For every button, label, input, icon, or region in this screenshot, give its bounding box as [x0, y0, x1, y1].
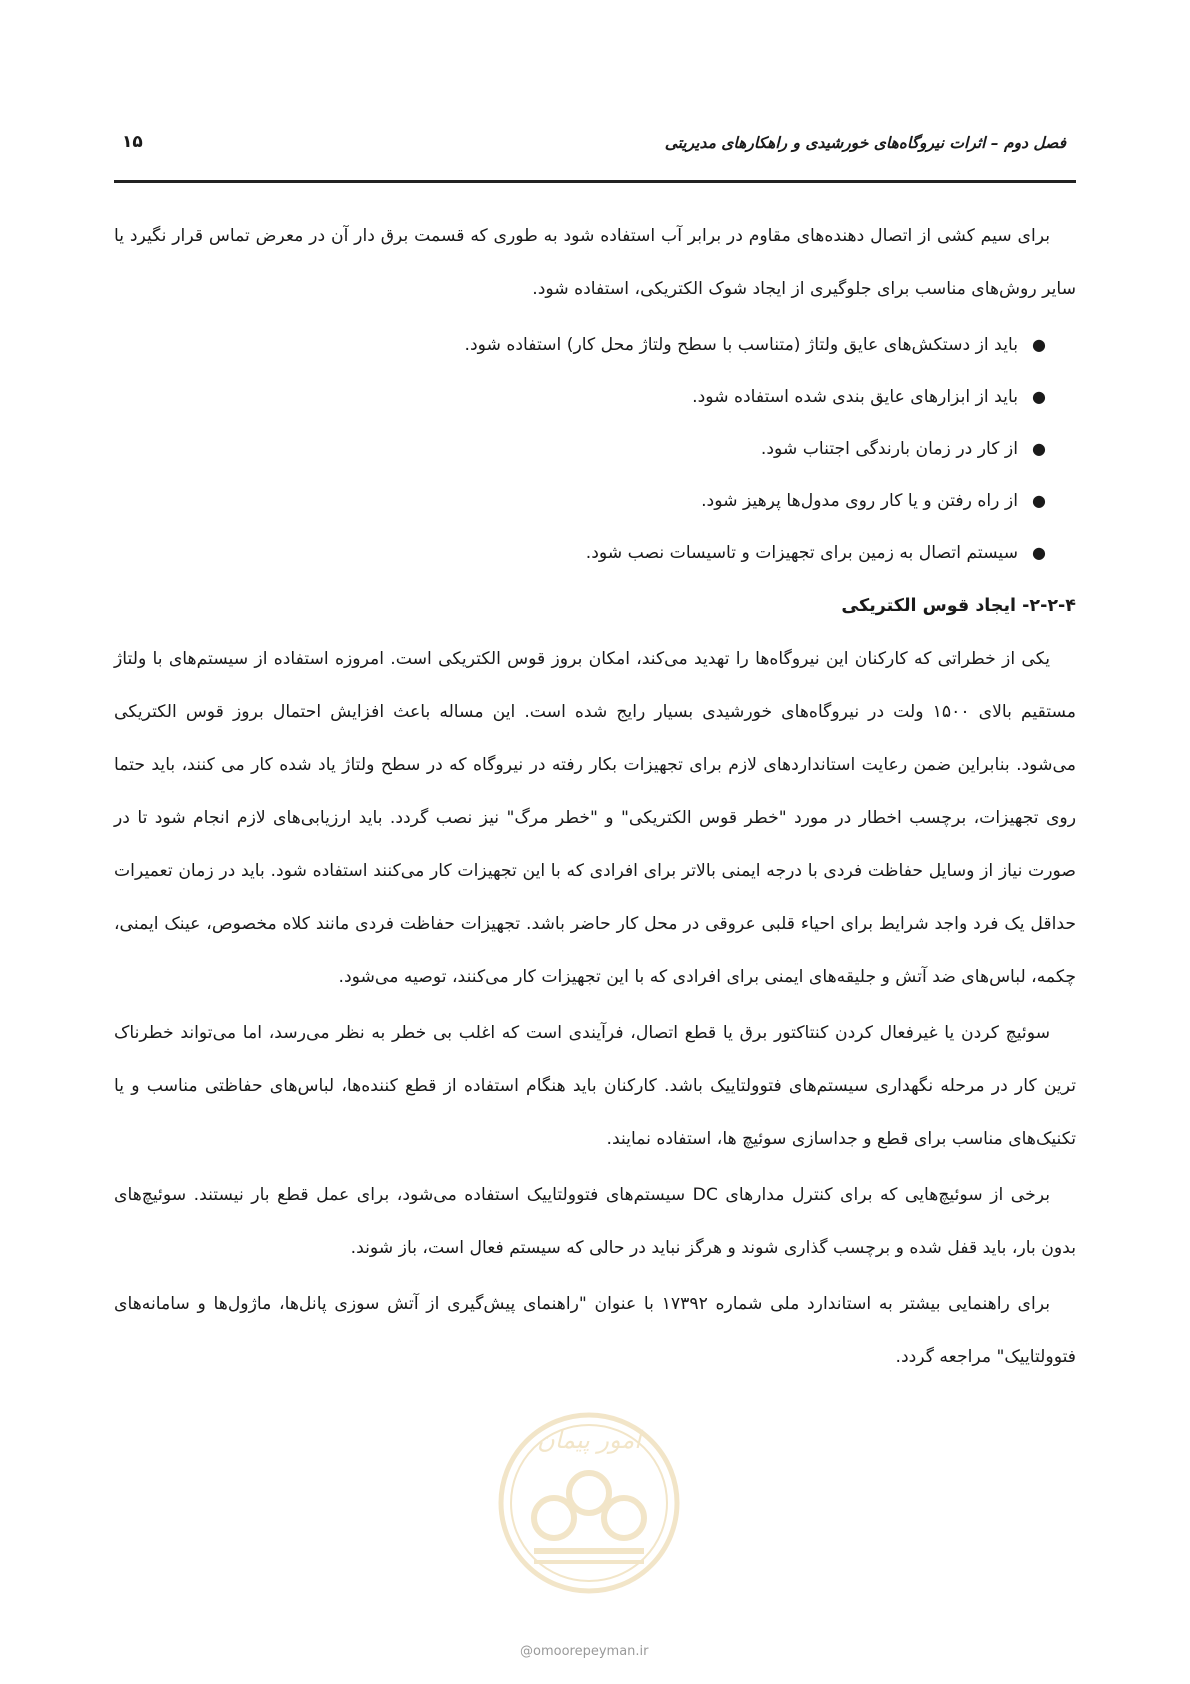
bullet-item [114, 371, 1076, 423]
bullet-icon: ● [1032, 335, 1046, 354]
bullet-item [114, 527, 1076, 579]
watermark-logo-icon [494, 1408, 684, 1598]
bullet-text: از راه رفتن و یا کار روی مدول‌ها پرهیز شود. [701, 491, 1018, 511]
watermark-site-url: @omoorepeyman.ir [520, 1644, 649, 1659]
bullet-text: باید از ابزارهای عایق بندی شده استفاده شود. [692, 387, 1018, 407]
header-rule [114, 180, 1076, 183]
safety-bullet-list [114, 319, 1076, 579]
bullet-item [114, 423, 1076, 475]
page-body [114, 210, 1076, 1387]
bullet-icon: ● [1032, 543, 1046, 562]
bullet-text: سیستم اتصال به زمین برای تجهیزات و تاسیسات نصب شود. [585, 543, 1018, 563]
bullet-text: باید از دستکش‌های عایق ولتاژ (متناسب با سطح ولتاژ محل کار) استفاده شود. [464, 335, 1018, 355]
bullet-icon: ● [1032, 387, 1046, 406]
page-number: ۱۵ [122, 132, 143, 152]
page-header [122, 128, 1066, 162]
section-paragraph-2: سوئیچ کردن یا غیرفعال کردن کنتاکتور برق یا قطع اتصال، فرآیندی است که اغلب بی خطر به نظر می‌رسد، اما می‌تواند خطرناک ترین کار در مرحله نگهداری سیستم‌های فتوولتاییک باشد. کارکنان باید هنگام استفاده از قطع کننده‌ها، لباس‌های حفاظتی مناسب و یا تکنیک‌های مناسب برای قطع و جداسازی سوئیچ ها، استفاده نمایند. [114, 1023, 1076, 1149]
intro-paragraph: برای سیم کشی از اتصال دهنده‌های مقاوم در برابر آب استفاده شود به طوری که قسمت برق دار آن در معرض تماس قرار نگیرد یا سایر روش‌های مناسب برای جلوگیری از ایجاد شوک الکتریکی، استفاده شود. [114, 226, 1076, 299]
section-heading: ۲-۲-۴- ایجاد قوس الکتریکی [841, 596, 1076, 616]
bullet-text: از کار در زمان بارندگی اجتناب شود. [760, 439, 1018, 459]
bullet-icon: ● [1032, 439, 1046, 458]
bullet-icon: ● [1032, 491, 1046, 510]
bullet-item [114, 475, 1076, 527]
section-paragraph-1: یکی از خطراتی که کارکنان این نیروگاه‌ها را تهدید می‌کند، امکان بروز قوس الکتریکی است. امروزه استفاده از سیستم‌های با ولتاژ مستقیم بالای ۱۵۰۰ ولت در نیروگاه‌های خورشیدی بسیار رایج شده است. این مساله باعث افزایش احتمال بروز قوس الکتریکی می‌شود. بنابراین ضمن رعایت استانداردهای لازم برای تجهیزات بکار رفته در نیروگاه که در سطح ولتاژ یاد شده کار می کنند، باید حتما روی تجهیزات، برچسب اخطار در مورد "خطر قوس الکتریکی" و "خطر مرگ" نیز نصب گردد. باید ارزیابی‌های لازم انجام شود تا در صورت نیاز از وسایل حفاظت فردی با درجه ایمنی بالاتر برای افرادی که با این تجهیزات کار می‌کنند استفاده شود. باید در زمان تعمیرات حداقل یک فرد واجد شرایط برای احیاء قلبی عروقی در محل کار حاضر باشد. تجهیزات حفاظت فردی مانند کلاه مخصوص، عینک ایمنی، چکمه، لباس‌های ضد آتش و جلیقه‌های ایمنی برای افرادی که با این تجهیزات کار می‌کنند، توصیه می‌شود. [114, 649, 1076, 987]
section-paragraph-4: برای راهنمایی بیشتر به استاندارد ملی شماره ۱۷۳۹۲ با عنوان "راهنمای پیش‌گیری از آتش سوزی پانل‌ها، ماژول‌ها و سامانه‌های فتوولتاییک" مراجعه گردد. [114, 1294, 1076, 1367]
chapter-title: فصل دوم – اثرات نیروگاه‌های خورشیدی و راهکارهای مدیریتی [664, 134, 1066, 152]
bullet-item [114, 319, 1076, 371]
section-paragraph-3: برخی از سوئیچ‌هایی که برای کنترل مدارهای DC سیستم‌های فتوولتاییک استفاده می‌شود، برای عمل قطع بار نیستند. سوئیچ‌های بدون بار، باید قفل شده و برچسب گذاری شوند و هرگز نباید در حالی که سیستم فعال است، باز شوند. [114, 1185, 1076, 1258]
watermark-logo-text: امور پیمان [537, 1426, 641, 1454]
